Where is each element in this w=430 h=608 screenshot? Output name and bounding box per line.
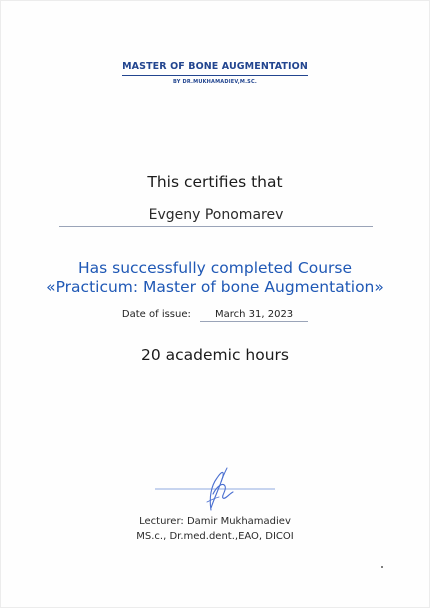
brand-title: MASTER OF BONE AUGMENTATION bbox=[122, 61, 308, 76]
issue-date-row bbox=[1, 309, 429, 322]
brand-header bbox=[1, 54, 429, 85]
page-mark bbox=[381, 566, 383, 568]
course-title: «Practicum: Master of bone Augmentation» bbox=[46, 278, 384, 296]
recipient-name: Evgeny Ponomarev bbox=[59, 207, 373, 227]
signature-icon bbox=[151, 456, 281, 516]
brand-subtitle: BY DR.MUKHAMADIEV,M.SC. bbox=[173, 79, 257, 85]
course-completion-line: Has successfully completed Course bbox=[77, 259, 353, 277]
certifies-text: This certifies that bbox=[147, 173, 283, 191]
academic-hours: 20 academic hours bbox=[141, 346, 289, 364]
lecturer-name: Lecturer: Damir Mukhamadiev bbox=[139, 516, 291, 527]
lecturer-credentials: MS.c., Dr.med.dent.,EAO, DICOI bbox=[136, 531, 294, 542]
issue-date-value: March 31, 2023 bbox=[200, 309, 308, 322]
issue-date-label: Date of issue: bbox=[121, 309, 191, 320]
